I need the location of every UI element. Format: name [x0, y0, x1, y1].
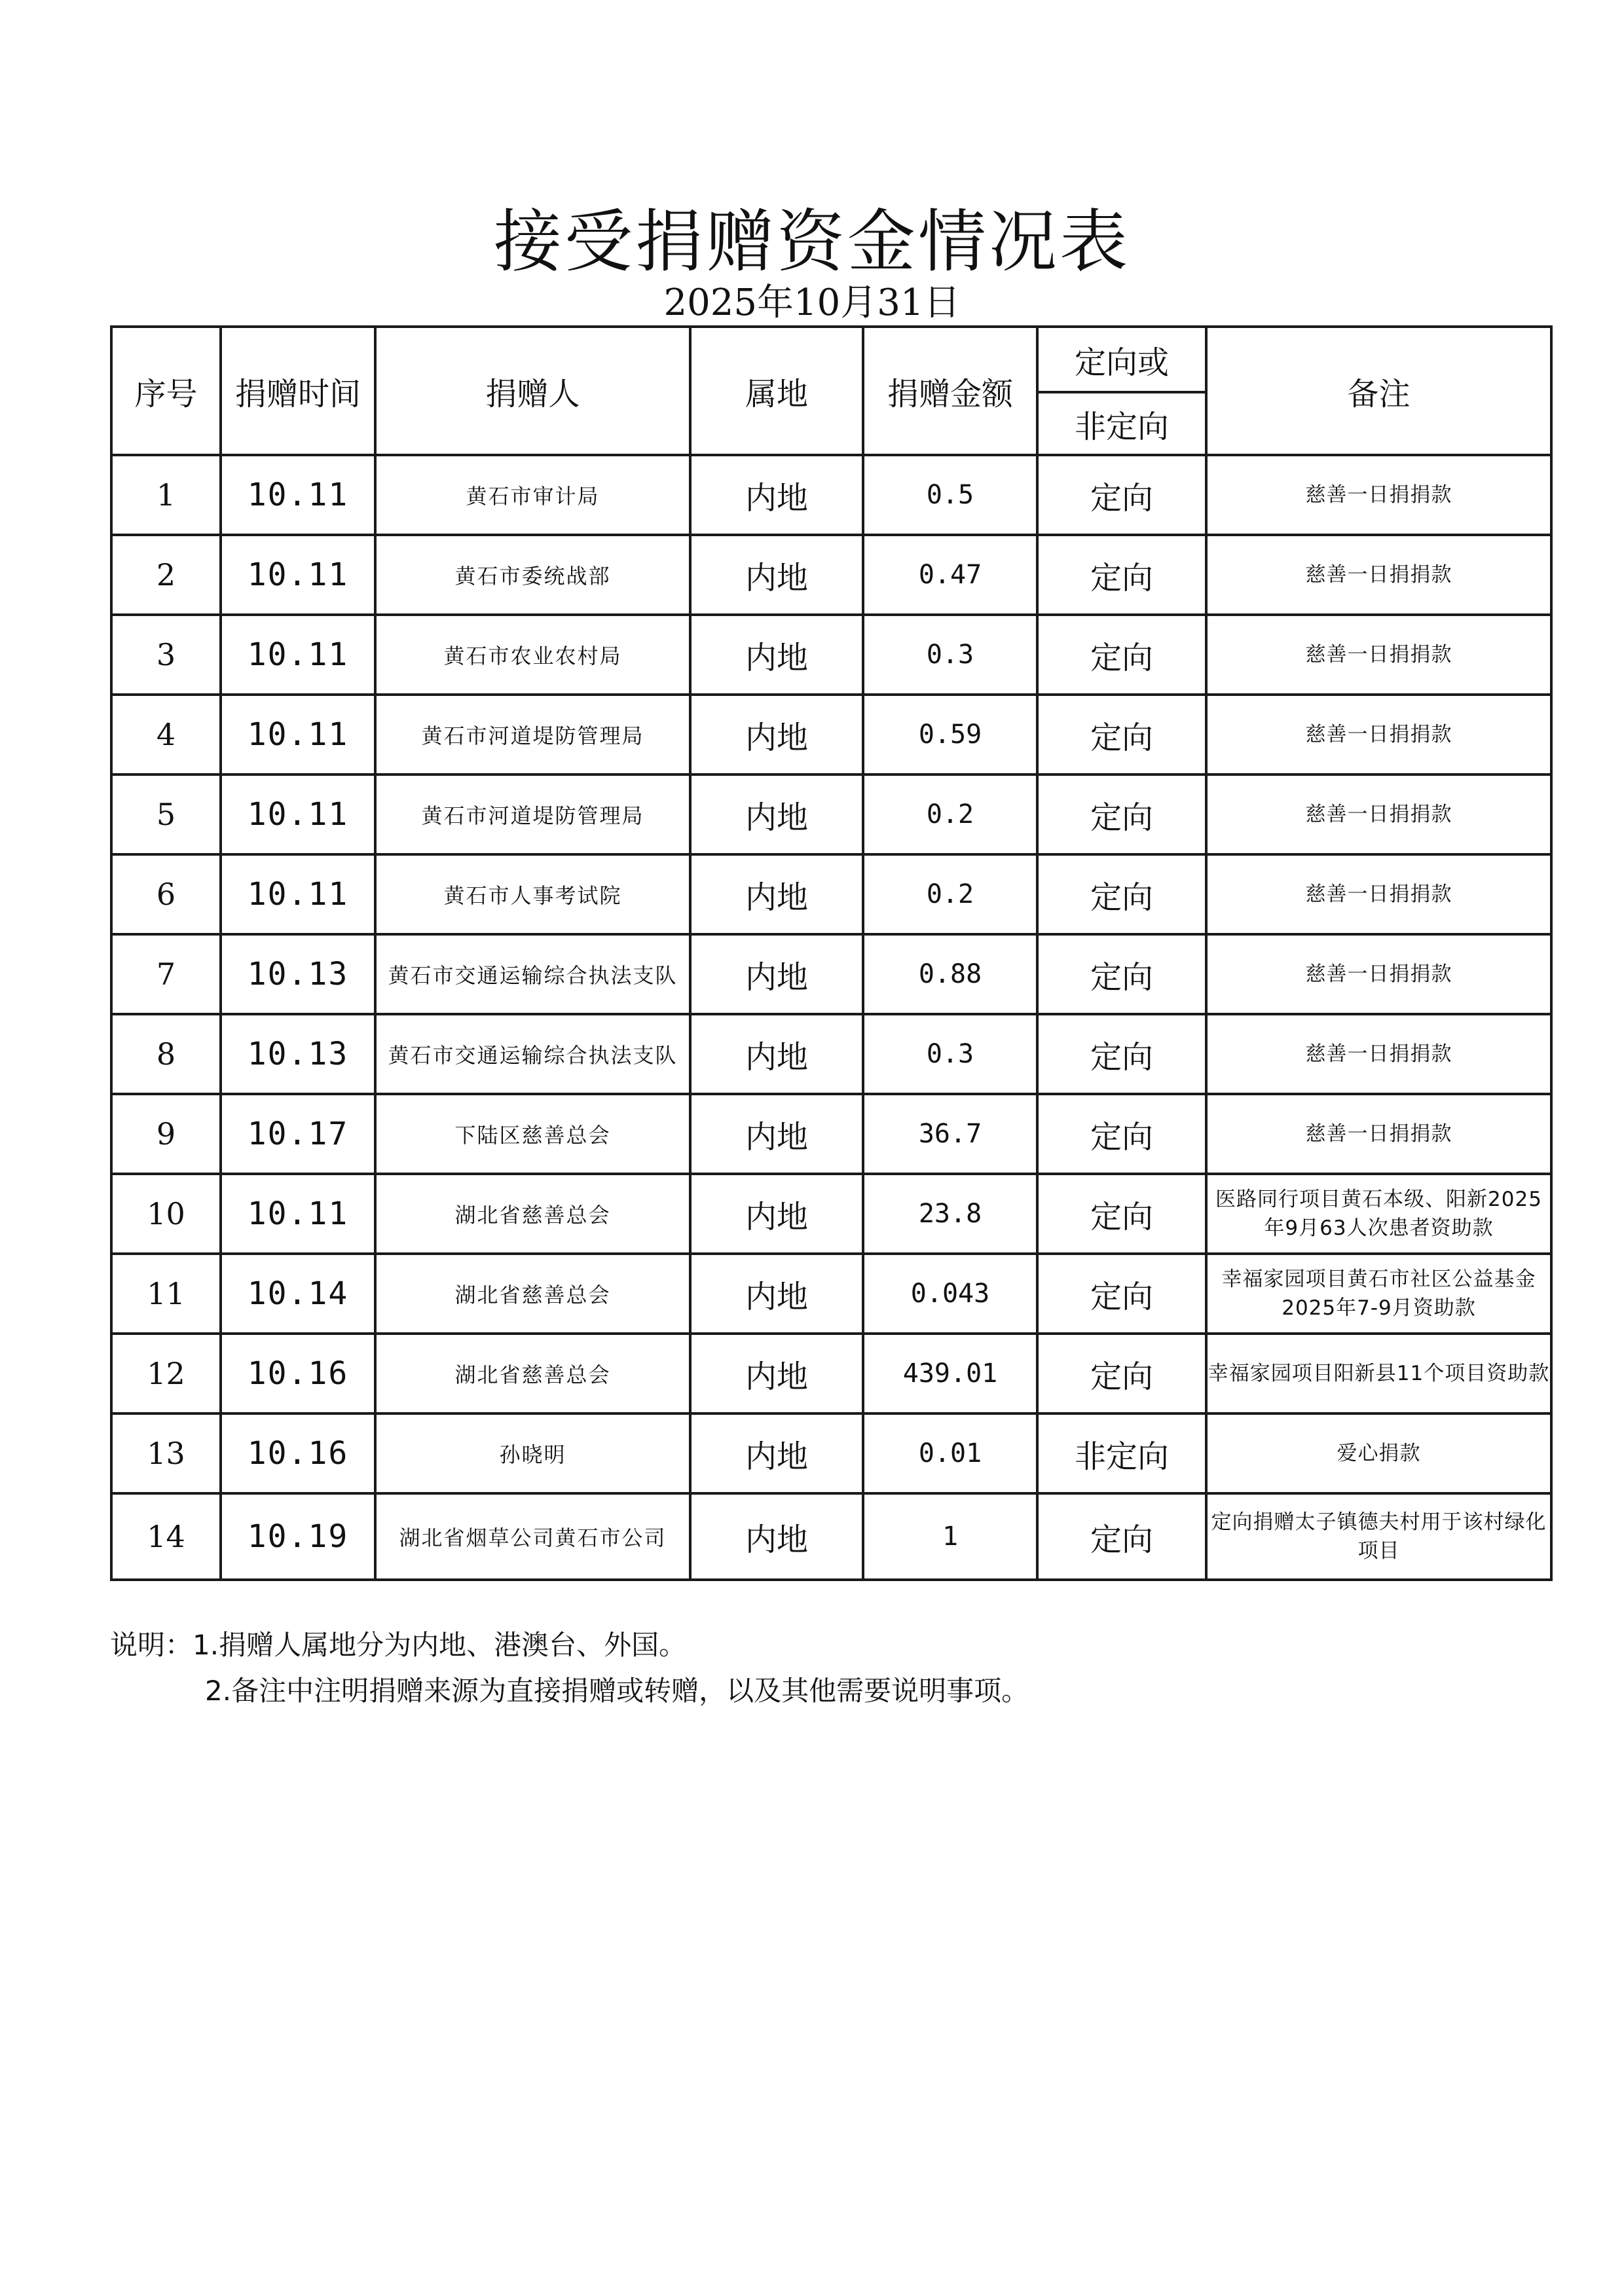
header-directed-bottom: 非定向 [1037, 392, 1206, 455]
cell-directed: 定向 [1037, 854, 1206, 934]
cell-no: 6 [111, 854, 221, 934]
cell-note: 慈善一日捐捐款 [1206, 1094, 1551, 1174]
cell-no: 10 [111, 1174, 221, 1254]
cell-directed: 非定向 [1037, 1413, 1206, 1493]
header-no: 序号 [111, 327, 221, 455]
header-directed-top: 定向或 [1037, 327, 1206, 392]
cell-amount: 23.8 [863, 1174, 1037, 1254]
cell-amount: 439.01 [863, 1334, 1037, 1413]
table-row [111, 1094, 1551, 1174]
note-line-1: 说明：1.捐赠人属地分为内地、港澳台、外国。 [110, 1629, 687, 1661]
header-time: 捐赠时间 [221, 327, 375, 455]
cell-directed: 定向 [1037, 774, 1206, 854]
cell-note: 慈善一日捐捐款 [1206, 774, 1551, 854]
cell-amount: 0.3 [863, 1014, 1037, 1094]
cell-no: 11 [111, 1254, 221, 1334]
cell-donor: 湖北省慈善总会 [375, 1254, 690, 1334]
cell-no: 5 [111, 774, 221, 854]
cell-donor: 黄石市农业农村局 [375, 615, 690, 695]
cell-donor: 孙晓明 [375, 1413, 690, 1493]
table-row [111, 1413, 1551, 1493]
cell-time: 10.11 [221, 535, 375, 615]
cell-amount: 36.7 [863, 1094, 1037, 1174]
cell-region: 内地 [690, 1493, 863, 1580]
cell-note: 慈善一日捐捐款 [1206, 455, 1551, 535]
cell-note: 幸福家园项目黄石市社区公益基金2025年7-9月资助款 [1206, 1254, 1551, 1334]
header-donor: 捐赠人 [375, 327, 690, 455]
cell-note: 定向捐赠太子镇德夫村用于该村绿化项目 [1206, 1493, 1551, 1580]
header-region: 属地 [690, 327, 863, 455]
cell-note: 慈善一日捐捐款 [1206, 934, 1551, 1014]
cell-amount: 0.2 [863, 774, 1037, 854]
cell-amount: 0.59 [863, 695, 1037, 774]
cell-time: 10.17 [221, 1094, 375, 1174]
cell-note: 慈善一日捐捐款 [1206, 854, 1551, 934]
cell-time: 10.11 [221, 615, 375, 695]
cell-amount: 1 [863, 1493, 1037, 1580]
cell-donor: 下陆区慈善总会 [375, 1094, 690, 1174]
cell-directed: 定向 [1037, 1174, 1206, 1254]
cell-region: 内地 [690, 1254, 863, 1334]
cell-directed: 定向 [1037, 1493, 1206, 1580]
cell-region: 内地 [690, 934, 863, 1014]
header-row [111, 327, 1551, 392]
cell-note: 医路同行项目黄石本级、阳新2025年9月63人次患者资助款 [1206, 1174, 1551, 1254]
cell-note: 慈善一日捐捐款 [1206, 1014, 1551, 1094]
donation-table [110, 325, 1553, 1581]
cell-no: 2 [111, 535, 221, 615]
cell-amount: 0.043 [863, 1254, 1037, 1334]
table-row [111, 1174, 1551, 1254]
cell-donor: 黄石市委统战部 [375, 535, 690, 615]
cell-donor: 黄石市河道堤防管理局 [375, 695, 690, 774]
cell-no: 12 [111, 1334, 221, 1413]
cell-region: 内地 [690, 455, 863, 535]
cell-donor: 黄石市河道堤防管理局 [375, 774, 690, 854]
cell-directed: 定向 [1037, 1094, 1206, 1174]
cell-region: 内地 [690, 1334, 863, 1413]
cell-time: 10.11 [221, 1174, 375, 1254]
cell-directed: 定向 [1037, 455, 1206, 535]
cell-time: 10.11 [221, 695, 375, 774]
cell-amount: 0.3 [863, 615, 1037, 695]
header-amount: 捐赠金额 [863, 327, 1037, 455]
cell-no: 3 [111, 615, 221, 695]
cell-donor: 黄石市交通运输综合执法支队 [375, 934, 690, 1014]
cell-time: 10.19 [221, 1493, 375, 1580]
table-row [111, 774, 1551, 854]
cell-directed: 定向 [1037, 615, 1206, 695]
cell-amount: 0.47 [863, 535, 1037, 615]
cell-note: 慈善一日捐捐款 [1206, 535, 1551, 615]
cell-amount: 0.2 [863, 854, 1037, 934]
cell-no: 14 [111, 1493, 221, 1580]
table-row [111, 535, 1551, 615]
cell-no: 7 [111, 934, 221, 1014]
cell-note: 爱心捐款 [1206, 1413, 1551, 1493]
table-row [111, 854, 1551, 934]
cell-time: 10.13 [221, 934, 375, 1014]
cell-no: 4 [111, 695, 221, 774]
table-row [111, 1014, 1551, 1094]
cell-time: 10.11 [221, 854, 375, 934]
table-row [111, 1334, 1551, 1413]
cell-region: 内地 [690, 1014, 863, 1094]
note-line-2: 2.备注中注明捐赠来源为直接捐赠或转赠，以及其他需要说明事项。 [205, 1675, 1029, 1707]
table-row [111, 615, 1551, 695]
cell-amount: 0.5 [863, 455, 1037, 535]
cell-directed: 定向 [1037, 934, 1206, 1014]
cell-amount: 0.88 [863, 934, 1037, 1014]
page-title: 接受捐赠资金情况表 [493, 202, 1130, 282]
cell-note: 慈善一日捐捐款 [1206, 695, 1551, 774]
cell-donor: 湖北省烟草公司黄石市公司 [375, 1493, 690, 1580]
table-row [111, 1254, 1551, 1334]
cell-donor: 黄石市交通运输综合执法支队 [375, 1014, 690, 1094]
explanation-notes [110, 1622, 1029, 1714]
cell-donor: 湖北省慈善总会 [375, 1334, 690, 1413]
cell-no: 8 [111, 1014, 221, 1094]
cell-region: 内地 [690, 535, 863, 615]
cell-no: 1 [111, 455, 221, 535]
cell-time: 10.16 [221, 1334, 375, 1413]
cell-no: 9 [111, 1094, 221, 1174]
cell-donor: 黄石市审计局 [375, 455, 690, 535]
cell-time: 10.16 [221, 1413, 375, 1493]
header-note: 备注 [1206, 327, 1551, 455]
cell-time: 10.11 [221, 774, 375, 854]
table-row [111, 1493, 1551, 1580]
cell-region: 内地 [690, 1413, 863, 1493]
cell-region: 内地 [690, 1094, 863, 1174]
cell-region: 内地 [690, 854, 863, 934]
cell-time: 10.13 [221, 1014, 375, 1094]
cell-directed: 定向 [1037, 1254, 1206, 1334]
cell-region: 内地 [690, 615, 863, 695]
cell-time: 10.11 [221, 455, 375, 535]
cell-amount: 0.01 [863, 1413, 1037, 1493]
cell-no: 13 [111, 1413, 221, 1493]
cell-directed: 定向 [1037, 1014, 1206, 1094]
cell-time: 10.14 [221, 1254, 375, 1334]
table-row [111, 695, 1551, 774]
cell-donor: 湖北省慈善总会 [375, 1174, 690, 1254]
cell-directed: 定向 [1037, 1334, 1206, 1413]
cell-directed: 定向 [1037, 535, 1206, 615]
cell-donor: 黄石市人事考试院 [375, 854, 690, 934]
cell-region: 内地 [690, 774, 863, 854]
cell-directed: 定向 [1037, 695, 1206, 774]
report-date: 2025年10月31日 [663, 282, 961, 324]
cell-note: 慈善一日捐捐款 [1206, 615, 1551, 695]
cell-region: 内地 [690, 695, 863, 774]
cell-note: 幸福家园项目阳新县11个项目资助款 [1206, 1334, 1551, 1413]
table-row [111, 934, 1551, 1014]
cell-region: 内地 [690, 1174, 863, 1254]
table-row [111, 455, 1551, 535]
